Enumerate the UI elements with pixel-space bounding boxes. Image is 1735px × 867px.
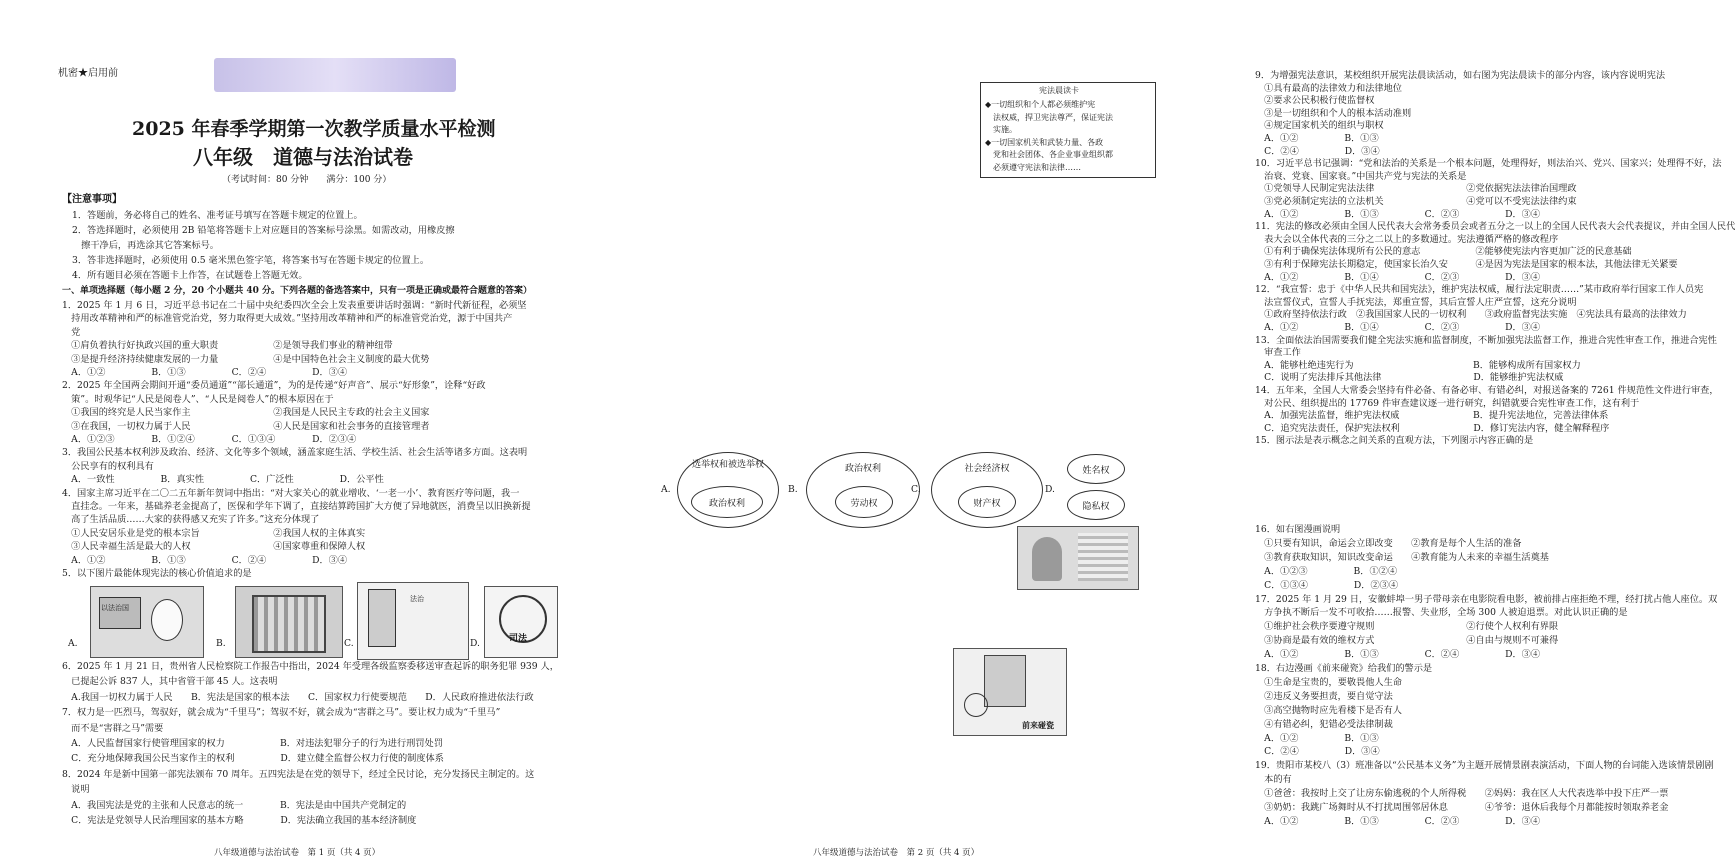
left-lines-line: 5．以下图片最能体现宪法的核心价值追求的是 bbox=[62, 568, 252, 579]
right-lines-line: ①政府坚持依法行政 ②我国国家人民的一切权利 ③政府监督宪法实施 ④宪法具有最高的法律效力 bbox=[1255, 309, 1687, 321]
right-lines-line: ③党必须制定宪法的立法机关 ④党可以不受宪法法律约束 bbox=[1255, 196, 1577, 207]
right-lines-line: 对公民、组织提出的 17769 件审查建议逐一进行研究，纠错就要合宪性审查工作，这有利于 bbox=[1255, 397, 1640, 409]
left-lines-line: ③在我国，一切权力属于人民 ④人民是国家和社会事务的直接管理者 bbox=[62, 420, 430, 432]
notice-line: 4．所有题目必须在答题卡上作答，在试题卷上答题无效。 bbox=[72, 270, 308, 281]
notice-heading: 【注意事项】 bbox=[62, 194, 122, 205]
left-lines-line: ③人民幸福生活是最大的人权 ④国家尊重和保障人权 bbox=[62, 541, 366, 553]
right-lines2-line: 19．贵阳市某校八（3）班准备以“公民基本义务”为主题开展情景剧表演活动，下面人物的台词能入选该情景剧剧 bbox=[1255, 760, 1714, 772]
secret-label: 机密★启用前 bbox=[58, 68, 118, 79]
q15-c-outer: 社会经济权 bbox=[931, 452, 1043, 528]
left-lines-line: 持用改革精神和严的标准管党治党，努力取得更大成效。”坚持用改革精神和严的标准管党治党，源于中国共产 bbox=[62, 313, 513, 325]
right-lines2-line: A．①② B．①③ bbox=[1255, 732, 1379, 744]
left-lines-line: A．①② B．①③ C．②④ D．③④ bbox=[62, 367, 348, 378]
reading-card bbox=[980, 82, 1156, 178]
left-lines-line: A．①② B．①③ C．②④ D．③④ bbox=[62, 554, 348, 566]
left-lines-line: 3．我国公民基本权利涉及政治、经济、文化等多个领域，涵盖家庭生活、学校生活、社会生活等诸多方面。这表明 bbox=[62, 447, 528, 459]
exam-info: （考试时间：80 分钟 满分：100 分） bbox=[222, 175, 392, 185]
left-lines2-line: C．宪法是党领导人民治理国家的基本方略 D．宪法确立我国的基本经济制度 bbox=[62, 815, 417, 826]
right-lines2-line: ②违反义务要担责，要自觉守法 bbox=[1255, 690, 1393, 702]
right-lines-line: ①党领导人民制定宪法法律 ②党依据宪法法律治国理政 bbox=[1255, 183, 1577, 195]
q5-image-a: 以法治国 bbox=[90, 586, 204, 658]
right-lines-line: A．加强宪法监督，维护宪法权威 B．提升宪法地位，完善法律体系 bbox=[1255, 410, 1609, 422]
q15-a-inner: 政治权利 bbox=[691, 486, 763, 518]
q16-cartoon bbox=[1017, 526, 1139, 590]
exam-subtitle: 八年级 道德与法治试卷 bbox=[193, 145, 413, 169]
left-lines-line: A．①②③ B．①②④ C．①③④ D．②③④ bbox=[62, 434, 357, 445]
right-lines-line: 法宣誓仪式，宣誓人手抚宪法，郑重宣誓，其后宣誓人庄严宣誓，这充分说明 bbox=[1255, 296, 1577, 308]
left-lines2-line: 已提起公诉 837 人，其中省管干部 45 人。这表明 bbox=[62, 676, 278, 688]
page-1 bbox=[0, 0, 613, 867]
q5-image-c: 法治 bbox=[357, 582, 469, 660]
right-lines2-line: ④有错必纠，犯错必受法律制裁 bbox=[1255, 718, 1393, 730]
left-lines2-line: 说明 bbox=[62, 784, 90, 796]
right-lines-line: 12．“我宣誓：忠于《中华人民共和国宪法》，维护宪法权威，履行法定职责……”某市政府举行国家工作人员宪 bbox=[1255, 284, 1704, 296]
right-lines2-line: ③协商是最有效的维权方式 ④自由与规则不可兼得 bbox=[1255, 635, 1559, 647]
right-lines2-line: ③奶奶：我跳广场舞时从不打扰周围邻居休息 ④爷爷：退休后我每个月都能按时领取养老金 bbox=[1255, 802, 1669, 813]
right-lines-line: C．追究宪法责任，保护宪法权利 D．修订宪法内容，健全解释程序 bbox=[1255, 422, 1610, 434]
q15-c-inner: 财产权 bbox=[958, 486, 1016, 518]
left-lines2-line: 7．权力是一匹烈马，驾驭好，就会成为“千里马”；驾驭不好，就会成为“害群之马”。要让权力成为“千里马” bbox=[62, 707, 501, 719]
right-lines2-line: 16．如右图漫画说明 bbox=[1255, 524, 1341, 535]
right-lines-line: 14．五年来，全国人大常委会坚持有件必备、有备必审、有错必纠，对报送备案的 7261 件规范性文件进行审查， bbox=[1255, 385, 1719, 396]
right-lines-line: 9．为增强宪法意识，某校组织开展宪法晨读活动，如右图为宪法晨读卡的部分内容，该内容说明宪法 bbox=[1255, 70, 1666, 81]
left-lines2-line: C．充分地保障我国公民当家作主的权利 D．建立健全监督公权力行使的制度体系 bbox=[62, 753, 444, 765]
right-lines2-line: ③高空抛物时应先看楼下是否有人 bbox=[1255, 704, 1402, 716]
q5-image-d: 司法 bbox=[484, 586, 558, 658]
reading-card-line: 实施。 bbox=[985, 125, 1017, 134]
q15-b-inner: 劳动权 bbox=[835, 486, 893, 518]
right-lines2-line: A．①② B．①③ C．②④ D．③④ bbox=[1255, 649, 1541, 661]
left-lines2-line: A．人民监督国家行使管理国家的权力 B．对违法犯罪分子的行为进行刑罚处罚 bbox=[62, 738, 443, 749]
left-lines-line: 策”。时观华记“人民是阅卷人”、“人民是阅卷人”的根本原因在于 bbox=[62, 393, 334, 405]
q15-label-c: C. bbox=[911, 484, 921, 495]
left-lines-line: ③是提升经济持续健康发展的一力量 ④是中国特色社会主义制度的最大优势 bbox=[62, 353, 430, 365]
right-lines-line: A．①② B．①④ C．②③ D．③④ bbox=[1255, 322, 1541, 333]
right-lines-line: A．①② B．①③ C．②③ D．③④ bbox=[1255, 208, 1541, 220]
left-lines-line: 直挂念。一年来，基础养老金提高了，医保和学年下调了，直接结算跨国扩大方便了异地就医，消费呈以旧换新提 bbox=[62, 501, 531, 512]
right-lines-line: 审查工作 bbox=[1255, 347, 1301, 359]
right-lines2-line: C．②④ D．③④ bbox=[1255, 746, 1380, 758]
left-lines-line: 公民享有的权利具有 bbox=[62, 460, 154, 472]
left-lines-line: ①我国的终究是人民当家作主 ②我国是人民民主专政的社会主义国家 bbox=[62, 407, 430, 419]
right-lines2-line: ①生命是宝贵的，要敬畏他人生命 bbox=[1255, 676, 1402, 688]
left-lines2-line: 而不是“害群之马”需要 bbox=[62, 722, 164, 734]
q15-d-bottom: 隐私权 bbox=[1067, 490, 1125, 520]
right-lines-line: C．②④ D．③④ bbox=[1255, 145, 1380, 157]
q18-cartoon bbox=[953, 648, 1067, 736]
left-lines-line: 2．2025 年全国两会期间开通“委员通道”“部长通道”，为的是传递“好声音”、展示“好形象”，诠释“好政 bbox=[62, 380, 486, 392]
right-lines-line: A．①② B．①③ bbox=[1255, 133, 1379, 144]
page-2 bbox=[613, 0, 1735, 867]
reading-card-line: 法权威，捍卫宪法尊严，保证宪法 bbox=[985, 112, 1113, 122]
q5-image-b bbox=[235, 586, 343, 658]
right-lines2-line: C．①③④ D．②③④ bbox=[1255, 579, 1399, 591]
right-lines2-line: ①只要有知识，命运会立即改变 ②教育是每个人生活的准备 bbox=[1255, 537, 1522, 549]
right-lines2-line: 方争执不断后一发不可收拾……报警、失业形，全场 300 人被迫退票。对此认识正确的是 bbox=[1255, 607, 1628, 619]
right-lines-line: ①有利于确保宪法体现所有公民的意志 ②能够使宪法内容更加广泛的民意基础 bbox=[1255, 246, 1632, 258]
q18-caption: 前来碰瓷 bbox=[1022, 720, 1054, 730]
right-lines-line: ②要求公民积极行使监督权 bbox=[1255, 95, 1375, 107]
right-lines2-line: A．①②③ B．①②④ bbox=[1255, 565, 1398, 577]
right-lines-line: 11．宪法的修改必须由全国人民代表大会常务委员会或者五分之一以上的全国人民代表大会代表提议，并由全国人民代 bbox=[1255, 221, 1735, 233]
right-lines-line: ①具有最高的法律效力和法律地位 bbox=[1255, 82, 1402, 94]
left-lines-line: 1．2025 年 1 月 6 日，习近平总书记在二十届中央纪委四次全会上发表重要讲话时强调：“新时代新征程，必须坚 bbox=[62, 300, 527, 311]
page-2-footer: 八年级道德与法治试卷 第 2 页（共 4 页） bbox=[813, 848, 980, 858]
q15-a-outer: 选举权和被选举权 bbox=[677, 452, 779, 528]
q15-label-d: D. bbox=[1045, 484, 1055, 495]
right-lines-line: ④规定国家机关的组织与职权 bbox=[1255, 120, 1384, 132]
left-lines2-line: A.我国一切权力属于人民 B．宪法是国家的根本法 C．国家权力行使要规范 D．人民政府推进依法行政 bbox=[62, 691, 534, 703]
left-lines-line: A．一致性 B．真实性 C．广泛性 D．公平性 bbox=[62, 474, 384, 486]
left-lines-line: 党 bbox=[62, 326, 81, 338]
right-lines2-line: ①爸爸：我按时上交了让房东偷逃税的个人所得税 ②妈妈：我在区人大代表选举中投下庄严一票 bbox=[1255, 788, 1669, 800]
notice-line: 3．答非选择题时，必须使用 0.5 毫米黑色签字笔，将答案书写在答题卡规定的位置上。 bbox=[72, 255, 430, 266]
left-lines-line: ①肩负着执行好执政兴国的重大职责 ②是领导我们事业的精神纽带 bbox=[62, 340, 393, 352]
right-lines-line: 15．图示法是表示概念之间关系的直观方法，下列图示内容正确的是 bbox=[1255, 435, 1534, 447]
reading-card-line: 必须遵守宪法和法律…… bbox=[985, 162, 1081, 172]
left-lines-line: 4．国家主席习近平在二〇二五年新年贺词中指出：“对大家关心的就业增收、‘一老一小’、教育医疗等问题，我一 bbox=[62, 487, 520, 499]
redaction-block bbox=[214, 58, 456, 92]
right-lines2-line: ①维护社会秩序要遵守规则 ②行使个人权利有界限 bbox=[1255, 621, 1559, 633]
right-lines-line: 治衰、党衰、国家衰。”中国共产党与宪法的关系是 bbox=[1255, 170, 1467, 182]
right-lines-line: 13．全面依法治国需要我们健全宪法实施和监督制度，不断加强宪法监督工作，推进合宪性审查工作，推进合宪性 bbox=[1255, 334, 1717, 346]
reading-card-line: ◆一切组织和个人都必须维护宪 bbox=[985, 100, 1096, 109]
q15-d-top: 姓名权 bbox=[1067, 454, 1125, 484]
q5-opt-c: C. bbox=[344, 638, 354, 649]
q15-b-outer: 政治权利 bbox=[806, 452, 920, 528]
left-lines2-line: 8．2024 年是新中国第一部宪法颁布 70 周年。五四宪法是在党的领导下，经过全民讨论，充分发扬民主制定的。这 bbox=[62, 768, 535, 780]
right-lines2-line: A．①② B．①③ C．②③ D．③④ bbox=[1255, 815, 1541, 827]
q5-opt-b: B. bbox=[216, 638, 226, 649]
q5-opt-a: A. bbox=[68, 638, 78, 649]
left-lines-line: ①人民安居乐业是党的根本宗旨 ②我国人权的主体真实 bbox=[62, 527, 366, 539]
right-lines2-line: 本的有 bbox=[1255, 774, 1292, 786]
right-lines2-line: 18．右边漫画《前来碰瓷》给我们的警示是 bbox=[1255, 663, 1433, 674]
page-1-footer: 八年级道德与法治试卷 第 1 页（共 4 页） bbox=[214, 848, 381, 858]
right-lines-line: ③有利于保障宪法长期稳定，使国家长治久安 ④是因为宪法是国家的根本法，其他法律无关紧要 bbox=[1255, 259, 1678, 270]
right-lines-line: 10．习近平总书记强调：“党和法治的关系是一个根本问题，处理得好，则法治兴、党兴、国家兴；处理得不好，法 bbox=[1255, 158, 1722, 170]
q15-label-b: B. bbox=[788, 484, 798, 495]
section-heading: 一、单项选择题（每小题 2 分，20 个小题共 40 分。下列各题的备选答案中，只有一项是正确或最符合题意的答案） bbox=[62, 286, 532, 296]
q5-opt-d: D. bbox=[470, 638, 480, 649]
right-lines-line: C．说明了宪法排斥其他法律 D．能够维护宪法权威 bbox=[1255, 372, 1564, 384]
right-lines2-line: 17．2025 年 1 月 29 日，安徽蚌埠一男子带母亲在电影院看电影，被前排占座拒绝不理，经打扰占他人座位。双 bbox=[1255, 593, 1718, 605]
left-lines2-line: A．我国宪法是党的主张和人民意志的统一 B．宪法是由中国共产党制定的 bbox=[62, 799, 407, 811]
left-lines2-line: 6．2025 年 1 月 21 日，贵州省人民检察院工作报告中指出，2024 年受理各级监察委移送审查起诉的职务犯罪 939 人， bbox=[62, 661, 559, 672]
notice-line: 2．答选择题时，必须使用 2B 铅笔将答题卡上对应题目的答案标号涂黑。如需改动，用橡皮擦 bbox=[72, 225, 455, 236]
notice-line: 1．答题前，务必将自己的姓名、准考证号填写在答题卡规定的位置上。 bbox=[72, 210, 363, 221]
right-lines-line: A．能够杜绝违宪行为 B．能够构成所有国家权力 bbox=[1255, 359, 1581, 371]
right-lines-line: A．①② B．①④ C．②③ D．③④ bbox=[1255, 271, 1541, 283]
reading-card-title: 宪法晨读卡 bbox=[1039, 86, 1079, 95]
right-lines-line: 表大会以全体代表的三分之二以上的多数通过。宪法遵循严格的修改程序 bbox=[1255, 233, 1559, 245]
right-lines2-line: ③教育获取知识，知识改变命运 ④教育能为人未来的幸福生活奠基 bbox=[1255, 551, 1549, 563]
reading-card-line: 党和社会团体、各企业事业组织都 bbox=[985, 150, 1113, 159]
q15-label-a: A. bbox=[661, 484, 671, 495]
right-lines-line: ③是一切组织和个人的根本活动准则 bbox=[1255, 107, 1412, 119]
exam-title: 2025 年春季学期第一次教学质量水平检测 bbox=[132, 118, 496, 140]
notice-line: 擦干净后，再选涂其它答案标号。 bbox=[72, 240, 219, 251]
reading-card-line: ◆一切国家机关和武装力量、各政 bbox=[985, 137, 1104, 147]
left-lines-line: 高了生活品质……大家的获得感又充实了许多。”这充分体现了 bbox=[62, 514, 320, 526]
